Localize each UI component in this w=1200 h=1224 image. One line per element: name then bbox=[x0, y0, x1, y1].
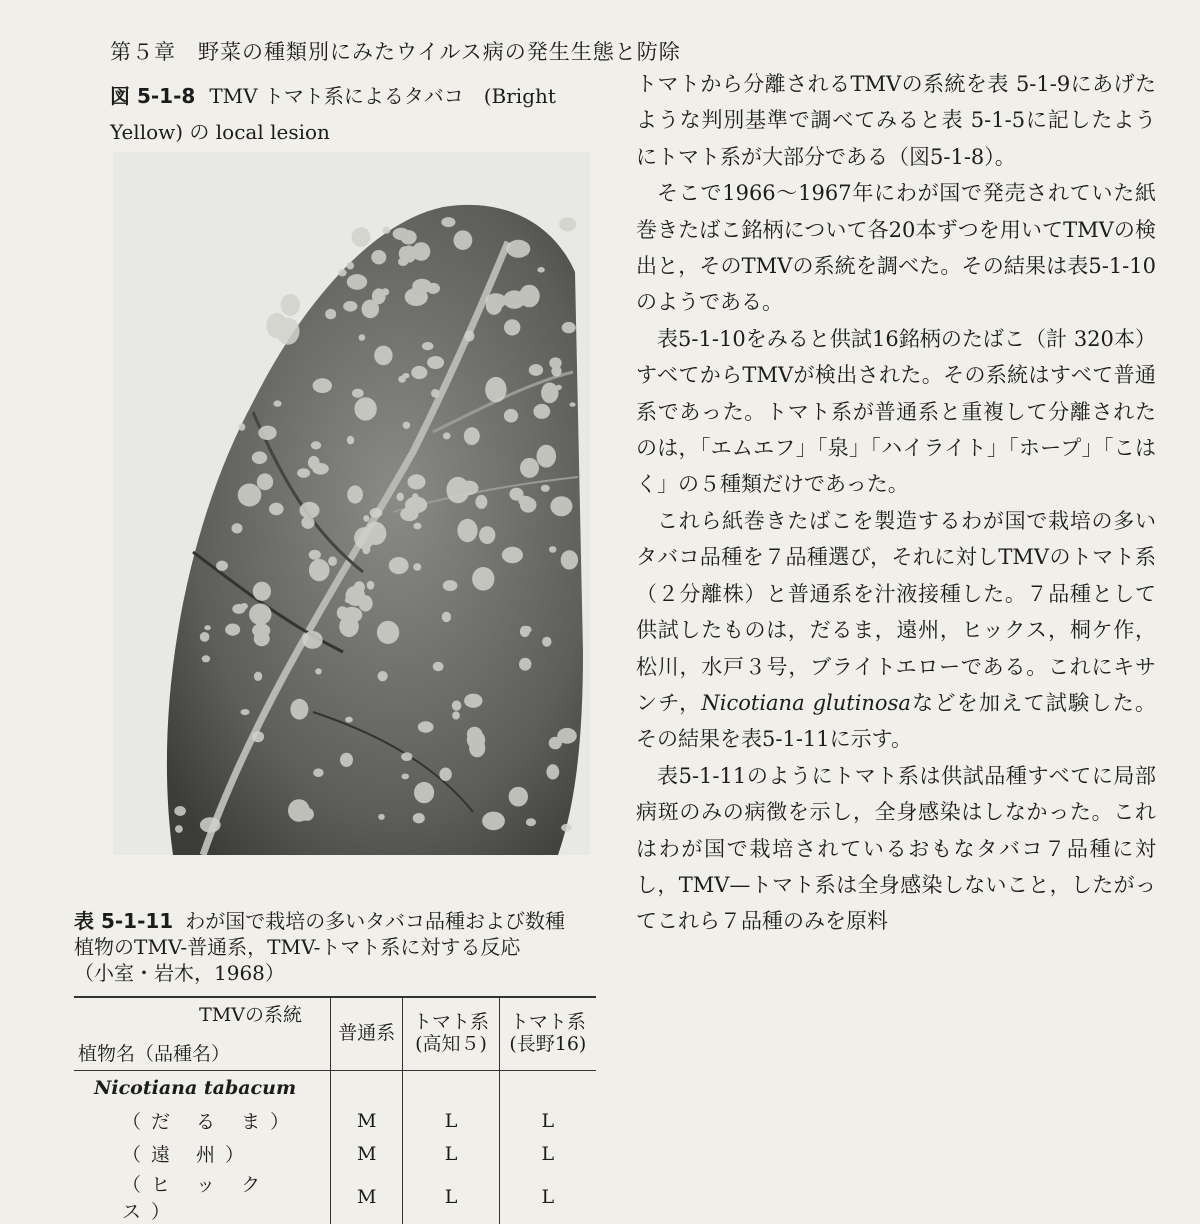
lesion-spot bbox=[464, 331, 474, 342]
lesion-spot bbox=[225, 624, 240, 636]
leaf-photo bbox=[113, 152, 590, 855]
lesion-spot bbox=[418, 721, 434, 732]
lesion-spot bbox=[175, 825, 183, 833]
lesion-spot bbox=[403, 422, 410, 429]
paragraph-4-end: などを加えて試験した。その結果を表5-1-11に示す。 bbox=[636, 690, 1157, 752]
lesion-spot bbox=[562, 322, 576, 333]
lesion-spot bbox=[354, 527, 374, 549]
lesion-spot bbox=[340, 753, 353, 767]
reaction-tomato-kochi: L bbox=[403, 1170, 499, 1224]
header-strain: TMVの系統 bbox=[199, 1004, 302, 1026]
lesion-spot bbox=[529, 364, 543, 376]
lesion-spot bbox=[370, 508, 383, 518]
lesion-spot bbox=[399, 246, 411, 261]
lesion-spot bbox=[569, 402, 575, 406]
lesion-spot bbox=[454, 230, 473, 250]
table-row bbox=[74, 1137, 596, 1170]
lesion-spot bbox=[504, 319, 520, 335]
lesion-spot bbox=[302, 631, 322, 649]
lesion-spot bbox=[309, 559, 330, 581]
lesion-spot bbox=[400, 508, 418, 522]
lesion-spot bbox=[439, 768, 451, 781]
lesion-spot bbox=[414, 782, 434, 803]
lesion-spot bbox=[202, 655, 210, 662]
lesion-spot bbox=[537, 445, 557, 468]
lesion-spot bbox=[252, 451, 267, 464]
lesion-spot bbox=[550, 496, 572, 516]
lesion-spot bbox=[467, 731, 485, 749]
lesion-spot bbox=[422, 342, 434, 350]
figure-caption bbox=[110, 78, 590, 150]
lesion-spot bbox=[542, 637, 551, 647]
lesion-spot bbox=[533, 404, 550, 419]
header-tomato-kochi bbox=[403, 996, 499, 1071]
leaf-illustration bbox=[113, 152, 590, 855]
lesion-spot bbox=[412, 279, 432, 293]
paragraph-3: 表5-1-10をみると供試16銘柄のたばこ（計 320本）すべてからTMVが検出された。その系統はすべて普通系であった。トマト系が普通系と重複して分離されたのは，「エムエフ」「泉」「ハイライト」「ホープ」「こはく」の５種類だけであった。 bbox=[636, 326, 1156, 497]
lesion-spot bbox=[459, 481, 479, 496]
lesion-spot bbox=[401, 774, 409, 780]
reaction-table bbox=[74, 996, 596, 1224]
variety-name: （だ る ま） bbox=[74, 1104, 331, 1137]
lesion-spot bbox=[252, 623, 270, 637]
lesion-spot bbox=[174, 806, 186, 816]
lesion-spot bbox=[371, 250, 386, 264]
variety-name: （ヒ ッ ク ス） bbox=[74, 1170, 331, 1224]
lesion-spot bbox=[200, 632, 210, 642]
figure-caption-line2: Yellow) の local lesion bbox=[110, 120, 330, 144]
lesion-spot bbox=[367, 581, 375, 590]
lesion-spot bbox=[347, 274, 367, 290]
lesion-spot bbox=[549, 357, 561, 368]
species-cell: Nicotiana tabacum bbox=[74, 1071, 331, 1105]
lesion-spot bbox=[541, 383, 558, 404]
lesion-spot bbox=[412, 493, 418, 500]
lesion-spot bbox=[549, 546, 557, 553]
paragraph-4-species: Nicotiana glutinosa bbox=[701, 690, 911, 715]
lesion-spot bbox=[559, 217, 576, 231]
reaction-tomato-kochi: L bbox=[403, 1104, 499, 1137]
lesion-spot bbox=[443, 580, 458, 591]
lesion-spot bbox=[541, 485, 550, 492]
table-caption-line1: わが国で栽培の多いタバコ品種および数種 bbox=[185, 909, 566, 933]
lesion-spot bbox=[452, 711, 460, 719]
lesion-spot bbox=[431, 389, 439, 398]
lesion-spot bbox=[253, 582, 271, 601]
header-tomato-kochi-line2: (高知５) bbox=[415, 1033, 487, 1055]
lesion-spot bbox=[266, 313, 287, 338]
lesion-spot bbox=[311, 441, 321, 449]
reaction-tomato-nagano: L bbox=[541, 1142, 555, 1165]
lesion-spot bbox=[300, 502, 320, 519]
lesion-spot bbox=[442, 612, 451, 622]
lesion-spot bbox=[509, 787, 528, 807]
lesion-spot bbox=[457, 519, 477, 542]
lesion-spot bbox=[400, 230, 416, 244]
lesion-spot bbox=[309, 550, 321, 560]
lesion-spot bbox=[347, 436, 354, 445]
lesion-spot bbox=[427, 356, 444, 369]
lesion-spot bbox=[297, 468, 310, 477]
paragraph-4-text: これら紙巻きたばこを製造するわが国で栽培の多いタバコ品種を７品種選び，それに対しTMVのトマト系（２分離株）と普通系を汁液接種した。７品種として供試したものは，だるま，遠州，ヒックス，桐ケ作，松川，水戸３号，ブライトエローである。これにキサンチ， bbox=[636, 508, 1156, 715]
lesion-spot bbox=[359, 334, 366, 341]
header-common: 普通系 bbox=[331, 996, 403, 1071]
lesion-spot bbox=[345, 717, 353, 723]
lesion-spot bbox=[313, 378, 332, 393]
lesion-spot bbox=[252, 731, 264, 742]
lesion-spot bbox=[452, 701, 462, 711]
reaction-common: M bbox=[331, 1170, 403, 1224]
lesion-spot bbox=[232, 523, 243, 533]
lesion-spot bbox=[402, 373, 409, 378]
lesion-spot bbox=[281, 294, 300, 316]
lesion-spot bbox=[257, 473, 273, 490]
body-text bbox=[636, 66, 1156, 940]
lesion-spot bbox=[273, 400, 281, 406]
paragraph-4 bbox=[636, 503, 1156, 758]
lesion-spot bbox=[346, 262, 354, 270]
lesion-spot bbox=[413, 563, 421, 570]
lesion-spot bbox=[486, 295, 503, 315]
table-number: 表 5-1-11 bbox=[74, 909, 174, 933]
table-caption bbox=[74, 908, 604, 986]
lesion-spot bbox=[315, 668, 322, 674]
lesion-spot bbox=[413, 813, 425, 823]
reaction-tomato-kochi: L bbox=[403, 1137, 499, 1170]
lesion-spot bbox=[433, 662, 444, 672]
lesion-spot bbox=[526, 818, 536, 826]
table-row bbox=[74, 1071, 596, 1105]
lesion-spot bbox=[325, 309, 336, 319]
lesion-spot bbox=[338, 269, 347, 276]
lesion-spot bbox=[249, 603, 271, 625]
header-tomato-nagano-line2: (長野16) bbox=[509, 1033, 587, 1055]
lesion-spot bbox=[441, 217, 455, 227]
lesion-spot bbox=[519, 658, 531, 671]
paragraph-5: 表5-1-11のようにトマト系は供試品種すべてに局部病斑のみの病徴を示し，全身感染はしなかった。これはわが国で栽培されているおもなタバコ７品種に対し，TMV—トマト系は全身感染しないこと，したがってこれら７品種のみを原料 bbox=[636, 763, 1156, 934]
figure-caption-line1: TMV トマト系によるタバコ (Bright bbox=[209, 84, 556, 108]
header-tomato-nagano-line1: トマト系 bbox=[509, 1011, 586, 1033]
lesion-spot bbox=[313, 768, 323, 777]
lesion-spot bbox=[362, 300, 380, 319]
lesion-spot bbox=[519, 285, 540, 308]
table-caption-line3: （小室・岩木，1968） bbox=[74, 961, 285, 985]
reaction-tomato-nagano: L bbox=[541, 1109, 555, 1132]
lesion-spot bbox=[216, 561, 228, 571]
lesion-spot bbox=[413, 523, 421, 530]
lesion-spot bbox=[328, 556, 337, 566]
reaction-common: M bbox=[331, 1104, 403, 1137]
lesion-spot bbox=[200, 817, 221, 832]
lesion-spot bbox=[238, 423, 245, 431]
lesion-spot bbox=[238, 484, 262, 507]
lesion-spot bbox=[254, 672, 262, 681]
lesion-spot bbox=[258, 426, 276, 440]
lesion-spot bbox=[374, 346, 392, 366]
lesion-spot bbox=[522, 626, 532, 634]
lesion-spot bbox=[354, 397, 376, 420]
lesion-spot bbox=[561, 824, 572, 832]
lesion-spot bbox=[561, 550, 578, 569]
lesion-spot bbox=[341, 607, 362, 623]
lesion-spot bbox=[382, 227, 390, 234]
reaction-tomato-nagano: L bbox=[541, 1186, 555, 1208]
lesion-spot bbox=[443, 432, 451, 439]
lesion-spot bbox=[520, 458, 539, 478]
lesion-spot bbox=[240, 603, 248, 609]
header-plant: 植物名（品種名） bbox=[78, 1043, 231, 1065]
running-head: 第５章 野菜の種類別にみたウイルス病の発生生態と防除 bbox=[110, 40, 681, 64]
header-tomato-kochi-line1: トマト系 bbox=[413, 1011, 490, 1033]
lesion-spot bbox=[343, 301, 357, 312]
lesion-spot bbox=[345, 597, 353, 603]
lesion-spot bbox=[204, 625, 210, 630]
lesion-spot bbox=[378, 671, 388, 681]
lesion-spot bbox=[241, 709, 250, 715]
lesion-spot bbox=[352, 227, 371, 247]
lesion-spot bbox=[549, 737, 562, 750]
lesion-spot bbox=[401, 752, 412, 761]
lesion-spot bbox=[408, 474, 426, 489]
lesion-spot bbox=[546, 764, 559, 779]
lesion-spot bbox=[479, 526, 495, 544]
lesion-spot bbox=[397, 493, 404, 501]
lesion-spot bbox=[504, 409, 518, 423]
paragraph-2: そこで1966～1967年にわが国で発売されていた紙巻きたばこ銘柄について各20本ずつを用いてTMVの検出と，そのTMVの系統を調べた。その結果は表5-1-10のようである。 bbox=[636, 181, 1156, 315]
lesion-spot bbox=[507, 240, 531, 258]
variety-name: （遠 州） bbox=[74, 1137, 331, 1170]
lesion-spot bbox=[518, 496, 532, 506]
lesion-spot bbox=[377, 621, 399, 644]
lesion-spot bbox=[288, 799, 310, 822]
header-tomato-nagano bbox=[499, 996, 596, 1071]
figure-number: 図 5-1-8 bbox=[110, 84, 196, 108]
lesion-spot bbox=[378, 814, 385, 820]
lesion-spot bbox=[389, 557, 409, 574]
lesion-spot bbox=[464, 427, 480, 445]
lesion-spot bbox=[411, 366, 427, 379]
lesion-spot bbox=[537, 267, 544, 273]
lesion-spot bbox=[502, 547, 523, 563]
table-caption-line2: 植物のTMV-普通系，TMV-トマト系に対する反応 bbox=[74, 935, 521, 959]
table-header-row bbox=[74, 996, 596, 1071]
table-row bbox=[74, 1104, 596, 1137]
reaction-common: M bbox=[331, 1137, 403, 1170]
lesion-spot bbox=[472, 567, 494, 591]
lesion-spot bbox=[485, 377, 506, 402]
table-row bbox=[74, 1170, 596, 1224]
lesion-spot bbox=[482, 812, 505, 831]
lesion-spot bbox=[269, 503, 284, 516]
header-diagonal-cell bbox=[74, 996, 331, 1071]
lesion-spot bbox=[312, 463, 329, 475]
table-cell bbox=[331, 1071, 403, 1105]
lesion-spot bbox=[475, 495, 487, 509]
lesion-spot bbox=[290, 699, 308, 720]
lesion-spot bbox=[464, 694, 482, 708]
paragraph-1: トマトから分離されるTMVの系統を表 5-1-9にあげたような判別基準で調べてみると表 5-1-5に記したようにトマト系が大部分である（図5-1-8）。 bbox=[636, 72, 1156, 169]
lesion-spot bbox=[347, 485, 363, 503]
table-cell bbox=[499, 1071, 596, 1105]
lesion-spot bbox=[363, 515, 369, 522]
lesion-spot bbox=[352, 389, 364, 398]
lesion-spot bbox=[359, 595, 373, 611]
table-cell bbox=[403, 1071, 499, 1105]
